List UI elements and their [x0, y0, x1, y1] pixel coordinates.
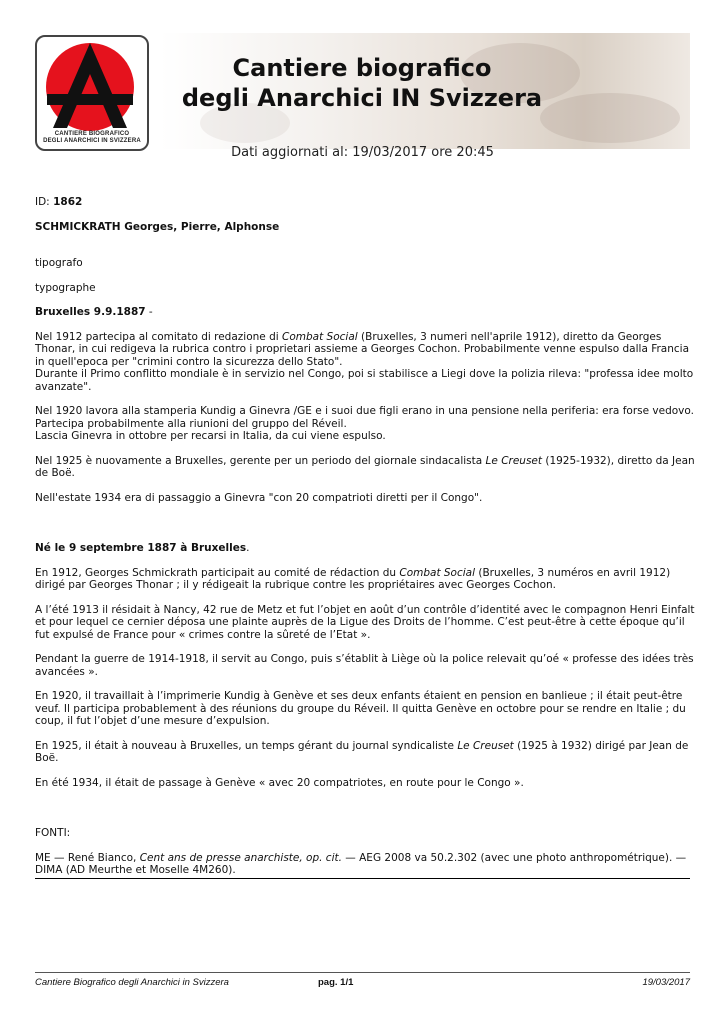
periodical-title: Combat Social — [282, 330, 358, 343]
birth-it: Bruxelles 9.9.1887 - — [35, 306, 153, 318]
profession-fr: typographe — [35, 281, 96, 294]
page-footer — [35, 977, 690, 991]
logo-caption-line1: CANTIERE BIOGRAFICO — [54, 131, 130, 137]
site-title — [177, 53, 547, 113]
footer-date: 19/03/2017 — [642, 977, 690, 988]
record-id — [35, 196, 695, 209]
page-header — [35, 33, 690, 149]
site-logo — [35, 35, 149, 151]
record-id-label: ID: — [35, 196, 50, 208]
it-paragraph-1: Nel 1912 partecipa al comitato di redazione di Combat Social (Bruxelles, 3 numeri nell'aprile 1912), diretto da Georges Thonar, in cui redigeva la rubrica contro i proprietari assieme a Georges Cochon. Probabilmente venne espulso dalla Francia in quell'epoca per "crimini contro la sicurezza dello Stato". Durante il Primo conflitto mondiale è in servizio nel Congo, poi si stabilisce a Liegi dove la polizia rileva: "professa idee molto avanzate". — [35, 330, 694, 393]
record-name-text: SCHMICKRATH Georges, Pierre, Alphonse — [35, 220, 280, 233]
record-id-value: 1862 — [53, 196, 83, 208]
periodical-title: Le Creuset — [485, 454, 543, 467]
biography-content — [35, 196, 695, 889]
circle-a-logo-icon — [43, 40, 137, 134]
it-paragraph-4: Nell'estate 1934 era di passaggio a Ginevra "con 20 compatrioti diretti per il Congo". — [35, 491, 483, 504]
site-title-line2: degli Anarchici IN Svizzera — [181, 84, 543, 112]
periodical-title: Combat Social — [399, 566, 476, 579]
birth-fr-text: Né le 9 septembre 1887 à Bruxelles — [35, 542, 247, 554]
logo-caption-line2: DEGLI ANARCHICI IN SVIZZERA — [43, 138, 141, 144]
it-paragraph-3: Nel 1925 è nuovamente a Bruxelles, gerente per un periodo del giornale sindacalista Le Creuset (1925-1932), diretto da Jean de Boë. — [35, 454, 695, 479]
fr-paragraph-1: En 1912, Georges Schmickrath participait au comité de rédaction du Combat Social (Bruxelles, 3 numéros en avril 1912) dirigé par Georges Thonar ; il y rédigeait la rubrique contre les propriétaires avec Georges Cochon. — [35, 566, 671, 591]
footer-page-number: pag. 1/1 — [318, 977, 354, 988]
fr-paragraph-4: En 1920, il travaillait à l’imprimerie Kundig à Genève et ses deux enfants étaient en pension en banlieue ; il était peut-être veuf. Il participa probablement à des réunions du groupe du Réveil. Il quitta Genève en octobre pour se rendre en Italie ; du coup, il fut l’objet d’une mesure d’expulsion. — [35, 690, 686, 727]
logo-a-crossbar — [47, 94, 133, 105]
birth-it-text: Bruxelles 9.9.1887 — [35, 306, 146, 318]
fr-paragraph-5: En 1925, il était à nouveau à Bruxelles, un temps gérant du journal syndicaliste Le Creuset (1925 à 1932) dirigé par Jean de Boë. — [35, 739, 689, 764]
periodical-title: Le Creuset — [457, 739, 514, 752]
fr-paragraph-2: A l’été 1913 il résidait à Nancy, 42 rue de Metz et fut l’objet en août d’un contrôle d’identité avec le compagnon Henri Einfalt et pour lequel ce cernier déposa une plainte auprès de la Ligue des Droits de l’homme. C’est peut-être à cette époque qu’il fut expulsé de France pour « crimes contre la sûreté de l’Etat ». — [35, 603, 695, 641]
site-title-line1: Cantiere biografico — [232, 54, 492, 82]
sources-text: ME — René Bianco, Cent ans de presse anarchiste, op. cit. — AEG 2008 va 50.2.302 (avec une photo anthropométrique). — DIMA (AD Meurthe et Moselle 4M260). — [35, 851, 687, 876]
content-divider — [35, 878, 690, 879]
footer-site-name: Cantiere Biografico degli Anarchici in Svizzera — [35, 977, 229, 988]
record-name — [35, 221, 695, 234]
it-paragraph-2: Nel 1920 lavora alla stamperia Kundig a Ginevra /GE e i suoi due figli erano in una pensione nella periferia: era forse vedovo. Partecipa probabilmente alla riunioni del gruppo del Réveil. Lascia Ginevra in ottobre per recarsi in Italia, da cui viene espulso. — [35, 405, 694, 442]
fr-paragraph-3: Pendant la guerre de 1914-1918, il servit au Congo, puis s’établit à Liège où la police relevait qu’oé « professe des idées très avancées ». — [35, 653, 694, 678]
sources-label: FONTI: — [35, 827, 71, 839]
source-work-title: Cent ans de presse anarchiste, op. cit. — [139, 851, 342, 864]
birth-fr: Né le 9 septembre 1887 à Bruxelles. — [35, 542, 250, 554]
profession-it: tipografo — [35, 257, 83, 269]
fr-paragraph-6: En été 1934, il était de passage à Genève « avec 20 compatriotes, en route pour le Congo ». — [35, 776, 524, 789]
footer-divider — [35, 972, 690, 973]
last-updated: Dati aggiornati al: 19/03/2017 ore 20:45 — [231, 145, 494, 160]
